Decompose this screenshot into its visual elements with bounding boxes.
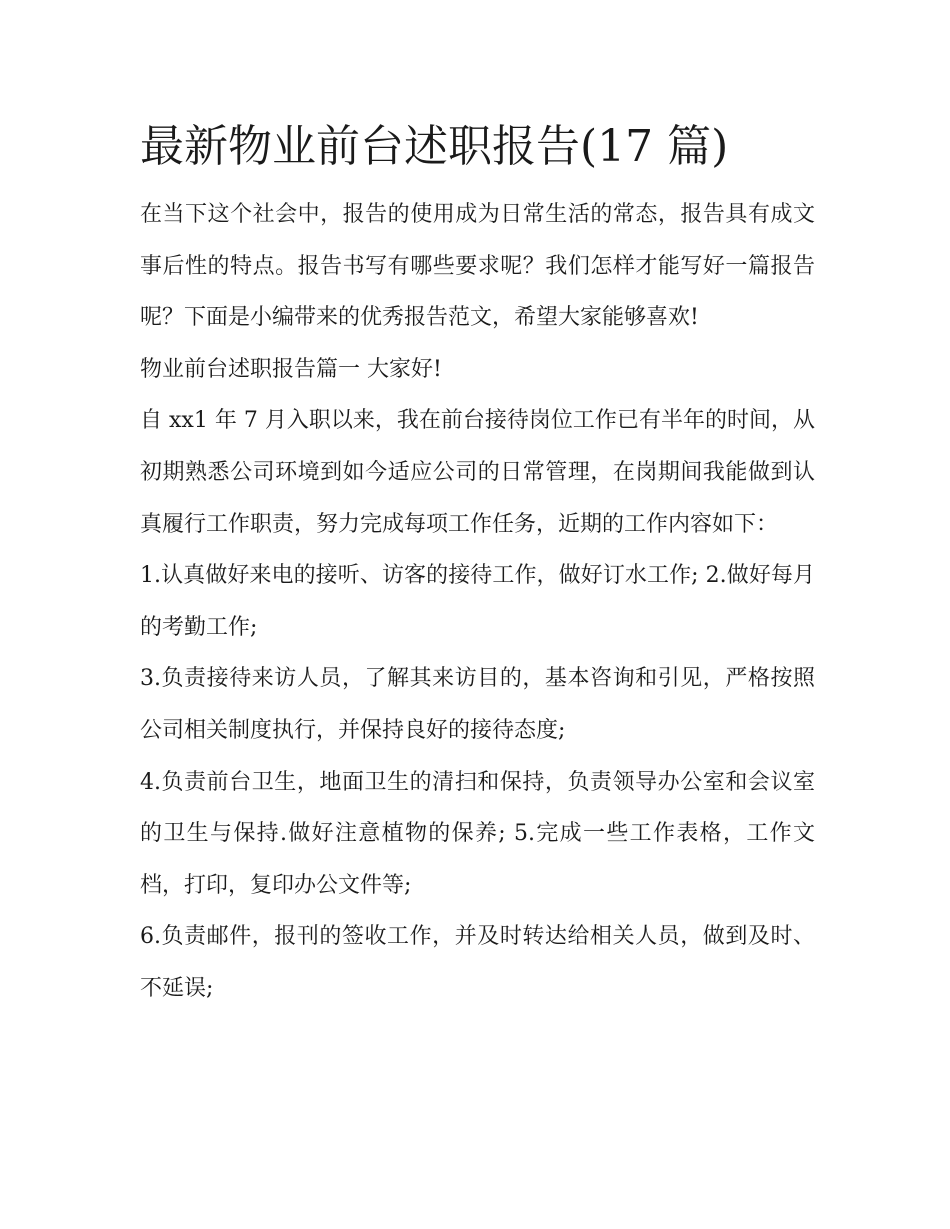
list-item-paragraph: 6.负责邮件，报刊的签收工作，并及时转达给相关人员，做到及时、不延误; [140,924,815,1001]
list-item-paragraph: 1.认真做好来电的接听、访客的接待工作，做好订水工作; 2.做好每月的考勤工作; [140,563,815,640]
intro-paragraph: 在当下这个社会中，报告的使用成为日常生活的常态，报告具有成文事后性的特点。报告书写有哪些要求呢？我们怎样才能写好一篇报告呢？下面是小编带来的优秀报告范文，希望大家能够喜欢! [140,202,815,331]
list-item-paragraph: 3.负责接待来访人员，了解其来访目的，基本咨询和引见，严格按照公司相关制度执行，并保持良好的接待态度; [140,666,815,743]
section-heading-paragraph: 物业前台述职报告篇一 大家好! [140,356,442,382]
body-paragraph: 自 xx1 年 7 月入职以来，我在前台接待岗位工作已有半年的时间，从初期熟悉公司环境到如今适应公司的日常管理，在岗期间我能做到认真履行工作职责，努力完成每项工作任务，近期的工作内容如下： [140,408,815,537]
list-item-paragraph: 4.负责前台卫生，地面卫生的清扫和保持，负责领导办公室和会议室的卫生与保持.做好注意植物的保养; 5.完成一些工作表格，工作文档，打印，复印办公文件等; [140,769,815,898]
document-title: 最新物业前台述职报告(17 篇) [140,121,729,172]
document-body [140,115,815,1015]
